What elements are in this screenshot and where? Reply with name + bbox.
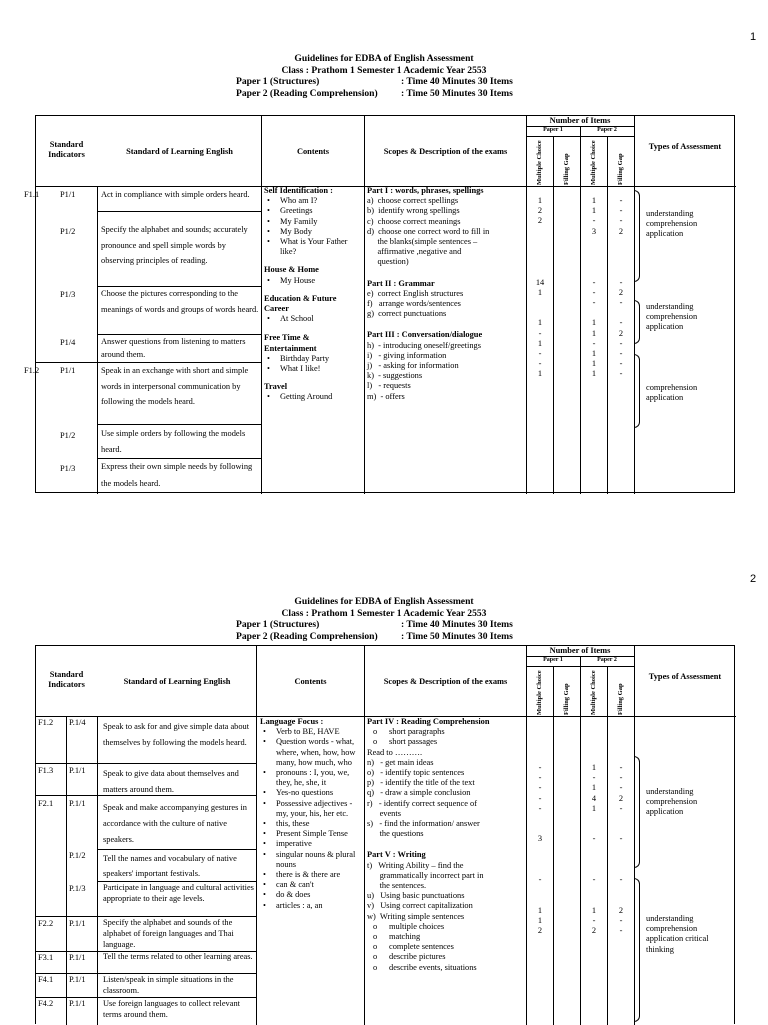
content-heading: Free Time & Entertainment (264, 333, 317, 353)
item-count: 2 (618, 287, 624, 297)
assessment-table (35, 645, 735, 1024)
learning-text: Participate in language and cultural activities appropriate to their age levels. (103, 883, 254, 903)
content-item: • imperative (260, 839, 363, 849)
item-count: 1 (537, 287, 543, 297)
scopes-cell (367, 186, 525, 402)
content-heading: Travel (264, 382, 288, 392)
scope-sublist (367, 922, 525, 973)
p-code: P.1/1 (69, 953, 86, 962)
p-code: P.1/3 (69, 884, 86, 893)
col-learning: Standard of Learning English (123, 677, 231, 686)
content-item: • Question words - what, where, when, how, how many, how much, who (260, 737, 363, 768)
learning-text: Tell the terms related to other learning areas. (103, 952, 253, 961)
item-count: 2 (618, 328, 624, 338)
item-count: - (538, 349, 542, 358)
scope-subitem: o short passages (367, 737, 525, 747)
item-count: 3 (537, 834, 543, 844)
learning-text: Act in compliance with simple orders heard. (101, 190, 250, 199)
scopes-cell (367, 717, 525, 973)
scope-part5-title: Part V : Writing (367, 850, 426, 860)
contents-cell (264, 186, 363, 403)
item-count: - (592, 916, 596, 925)
content-item: • Who am I? (264, 196, 363, 206)
contents-cell (260, 717, 363, 911)
col-contents: Contents (296, 147, 330, 156)
scope-line: affirmative ,negative and (367, 247, 462, 257)
p-code: P1/1 (60, 190, 76, 199)
item-count: - (619, 338, 623, 348)
brace (634, 300, 640, 344)
assessment-type: comprehension application (646, 383, 698, 403)
col-filling-1: Filling Gap (563, 153, 570, 185)
scope-line: j) - asking for information (367, 361, 459, 371)
item-count: - (619, 369, 623, 379)
item-count: 4 (591, 793, 597, 803)
col-multiple-2: Multiple Choice (590, 670, 597, 715)
learning-text: Use simple orders by following the models heard. (101, 429, 246, 454)
item-count: - (619, 926, 623, 936)
p-code: P.1/1 (69, 919, 86, 928)
content-heading: House & Home (264, 265, 319, 275)
scope-line: o) - identify topic sentences (367, 768, 465, 778)
brace (634, 354, 640, 428)
item-count: 1 (591, 803, 597, 813)
content-list (264, 354, 363, 374)
scope-part3-title: Part III : Conversation/dialogue (367, 330, 483, 340)
content-heading: Self Identification : (264, 186, 333, 195)
scope-line: the blanks(simple sentences – (367, 237, 478, 247)
content-item: • My Family (264, 217, 363, 227)
brace (634, 878, 640, 1022)
paper2-time: : Time 50 Minutes 30 Items (401, 87, 513, 99)
scope-line: l) - requests (367, 381, 411, 391)
paper1-time: : Time 40 Minutes 30 Items (401, 619, 513, 630)
item-count: - (619, 773, 623, 783)
brace (634, 756, 640, 868)
item-count: 1 (591, 783, 597, 793)
scope-subitem: o describe events, situations (367, 963, 525, 973)
item-count: - (538, 803, 542, 813)
paper2-label: Paper 2 (Reading Comprehension) (236, 630, 378, 642)
col-multiple-1: Multiple Choice (536, 670, 543, 715)
item-count: 1 (537, 905, 543, 915)
item-count: 1 (537, 369, 543, 379)
col-scopes: Scopes & Description of the exams (383, 147, 508, 156)
item-count: - (619, 318, 623, 328)
item-count: - (592, 277, 596, 287)
content-item: • What is Your Father like? (264, 237, 363, 257)
item-count: - (592, 875, 596, 885)
p-code: P1/4 (60, 338, 76, 347)
doc-title: Guidelines for EDBA of English Assessment (294, 53, 474, 64)
item-count: 1 (591, 328, 597, 338)
content-item: • articles : a, an (260, 901, 363, 911)
item-count: - (592, 216, 596, 226)
content-item: • My House (264, 276, 363, 286)
learning-text: Express their own simple needs by following the models heard. (101, 462, 253, 488)
content-item: • At School (264, 314, 363, 324)
content-item: • singular nouns & plural nouns (260, 850, 363, 870)
p-code: P1/3 (60, 290, 76, 299)
assessment-type: understanding comprehension application (646, 787, 698, 817)
item-count: 1 (591, 206, 597, 216)
item-count: - (619, 206, 623, 216)
p-code: P.1/1 (69, 975, 86, 984)
col-paper1: Paper 1 (543, 657, 563, 663)
scope-line: v) Using correct capitalization (367, 901, 473, 911)
class-line: Class : Prathom 1 Semester 1 Academic Year 2553 (281, 607, 487, 619)
item-count: - (619, 359, 623, 369)
col-contents: Contents (294, 677, 327, 686)
std-code: F1.3 (38, 766, 54, 775)
item-count: - (619, 196, 623, 205)
content-heading: Language Focus : (260, 717, 324, 726)
content-item: • there is & there are (260, 870, 363, 880)
content-item: • What I like! (264, 364, 363, 374)
learning-text: Specify the alphabet and sounds of the alphabet of foreign languages and Thai language. (103, 918, 234, 949)
assessment-type: understanding comprehension application critical thinking (646, 914, 709, 954)
learning-text: Speak to give data about themselves and matters around them. (103, 769, 239, 794)
scope-line: events (367, 808, 401, 818)
learning-text: Specify the alphabet and sounds; accurately pronounce and spell simple words by observing principles of reading. (101, 225, 248, 265)
p-code: P1/1 (60, 366, 76, 375)
col-scopes: Scopes & Description of the exams (383, 677, 508, 686)
std-code: F2.1 (38, 799, 54, 808)
scope-line: e) correct English structures (367, 288, 464, 298)
content-item: • Greetings (264, 206, 363, 216)
col-paper2: Paper 2 (597, 127, 617, 133)
scope-line: t) Writing Ability – find the (367, 860, 464, 870)
item-count: 2 (618, 905, 624, 915)
item-count: - (592, 298, 596, 307)
item-count: - (538, 793, 542, 803)
scope-subitem: o matching (367, 932, 525, 942)
item-count: 3 (591, 226, 597, 236)
item-count: - (592, 773, 596, 783)
content-item: • this, these (260, 819, 363, 829)
item-count: 14 (535, 277, 545, 287)
content-item: • Verb to BE, HAVE (260, 727, 363, 737)
scope-line: the questions (367, 829, 424, 839)
col-types: Types of Assessment (648, 672, 722, 681)
content-item: • can & can't (260, 880, 363, 890)
class-line: Class : Prathom 1 Semester 1 Academic Year 2553 (281, 64, 487, 76)
scope-line: r) - identify correct sequence of (367, 798, 477, 808)
scope-line: f) arrange words/sentences (367, 299, 461, 309)
doc-title: Guidelines for EDBA of English Assessment (294, 596, 474, 607)
scope-line: b) identify wrong spellings (367, 206, 460, 216)
item-count: - (592, 287, 596, 297)
brace (634, 190, 640, 282)
assessment-type: understanding comprehension application (646, 209, 698, 239)
item-count: 1 (591, 349, 597, 358)
item-count: - (538, 763, 542, 772)
item-count: - (619, 875, 623, 885)
learning-text: Speak in an exchange with short and simple words in interpersonal communication by following the models heard. (101, 366, 249, 406)
scope-line: n) - get main ideas (367, 757, 434, 767)
col-number-items: Number of Items (549, 646, 611, 655)
item-count: 1 (591, 763, 597, 772)
assessment-table (24, 115, 735, 493)
col-types: Types of Assessment (648, 142, 722, 151)
item-count: - (592, 834, 596, 844)
scope-line: i) - giving information (367, 350, 447, 360)
scope-line: c) choose correct meanings (367, 216, 461, 226)
std-code: F2.2 (38, 919, 54, 928)
assessment-type: understanding comprehension application (646, 302, 698, 332)
item-count: 1 (591, 318, 597, 328)
content-list (264, 314, 363, 324)
scope-subitem: o describe pictures (367, 952, 525, 962)
content-list (264, 196, 363, 257)
scope-line: w) Writing simple sentences (367, 911, 465, 921)
col-paper1: Paper 1 (543, 127, 563, 133)
learning-text: Choose the pictures corresponding to the meanings of words and groups of words heard. (101, 289, 259, 314)
page-header (0, 596, 768, 642)
item-count: - (592, 338, 596, 348)
scope-line: h) - introducing oneself/greetings (367, 340, 481, 350)
item-count: 1 (537, 318, 543, 328)
col-filling-2: Filling Gap (617, 683, 624, 715)
content-list (264, 276, 363, 286)
learning-text: Listen/speak in simple situations in the classroom. (103, 975, 234, 995)
scope-line: m) - offers (367, 391, 405, 401)
col-standard-indicators: Standard Indicators (48, 140, 85, 160)
paper1-time: : Time 40 Minutes 30 Items (401, 76, 513, 87)
paper1-label: Paper 1 (Structures) (236, 76, 320, 87)
std-f11: F1.1 (24, 190, 40, 199)
item-count: 1 (537, 338, 543, 348)
col-multiple-1: Multiple Choice (536, 140, 543, 185)
learning-text: Speak and make accompanying gestures in accordance with the culture of native speakers. (103, 803, 247, 844)
item-count: - (619, 803, 623, 813)
item-count: - (619, 763, 623, 772)
col-standard-indicators: Standard Indicators (48, 670, 85, 690)
std-code: F4.2 (38, 999, 54, 1008)
content-heading: Education & Future Career (264, 293, 337, 314)
item-count: 2 (618, 793, 624, 803)
item-count: 1 (591, 369, 597, 379)
scope-line: g) correct punctuations (367, 309, 447, 319)
content-item: • pronouns : I, you, we, they, he, she, it (260, 768, 363, 788)
scope-line: grammatically incorrect part in (367, 870, 484, 880)
item-count: - (538, 328, 542, 338)
scope-sublist (367, 727, 525, 747)
col-paper2: Paper 2 (597, 657, 617, 663)
item-count: - (619, 916, 623, 925)
learning-text: Use foreign languages to collect relevant terms around them. (103, 999, 240, 1019)
item-count: - (538, 773, 542, 783)
page-number: 2 (750, 573, 757, 585)
col-filling-1: Filling Gap (563, 683, 570, 715)
item-count: 2 (537, 206, 543, 216)
item-count: - (619, 216, 623, 226)
content-item: • My Body (264, 227, 363, 237)
item-count: 2 (537, 216, 543, 226)
page-header (0, 53, 768, 99)
content-list (260, 727, 363, 911)
item-count: 1 (591, 359, 597, 369)
scope-line: question) (367, 257, 409, 267)
content-item: • Birthday Party (264, 354, 363, 364)
item-count: 1 (537, 916, 543, 925)
item-count: 1 (591, 196, 597, 205)
item-count: - (619, 298, 623, 307)
item-count: 2 (618, 226, 624, 236)
scope-line: a) choose correct spellings (367, 196, 459, 206)
item-count: - (538, 359, 542, 369)
content-list (264, 392, 363, 402)
p-code: P1/3 (60, 464, 76, 473)
col-number-items: Number of Items (549, 116, 611, 125)
learning-text: Tell the names and vocabulary of native speakers' important festivals. (103, 854, 237, 878)
scope-line: p) - identify the title of the text (367, 778, 475, 788)
scope-line: q) - draw a simple conclusion (367, 788, 471, 798)
scope-line: k) - suggestions (367, 371, 423, 381)
item-count: - (538, 875, 542, 885)
scope-part2-title: Part II : Grammar (367, 278, 435, 288)
std-code: F4.1 (38, 975, 54, 984)
item-count: - (619, 834, 623, 844)
content-item: • Yes-no questions (260, 788, 363, 798)
item-count: - (538, 783, 542, 793)
page-number: 1 (750, 31, 757, 43)
p-code: P1/2 (60, 227, 76, 236)
item-count: 1 (591, 905, 597, 915)
col-multiple-2: Multiple Choice (590, 140, 597, 185)
paper2-label: Paper 2 (Reading Comprehension) (236, 87, 378, 99)
scope-line: u) Using basic punctuations (367, 891, 465, 901)
content-item: • do & does (260, 890, 363, 900)
item-count: 2 (537, 926, 543, 936)
col-filling-2: Filling Gap (617, 153, 624, 185)
p-code: P.1/1 (69, 799, 86, 808)
item-count: 1 (537, 196, 543, 205)
std-code: F1.2 (38, 718, 54, 727)
scope-line: s) - find the information/ answer (367, 819, 480, 829)
scope-line: d) choose one correct word to fill in (367, 226, 490, 236)
std-code: F3.1 (38, 953, 54, 962)
learning-text: Answer questions from listening to matters around them. (101, 337, 246, 359)
p-code: P.1/1 (69, 999, 86, 1008)
std-f12: F1.2 (24, 366, 40, 375)
content-item: • Present Simple Tense (260, 829, 363, 839)
item-count: - (619, 783, 623, 793)
col-learning: Standard of Learning English (126, 147, 233, 156)
scope-part4-title: Part IV : Reading Comprehension (367, 717, 490, 726)
item-count: 2 (591, 926, 597, 936)
scope-read-to: Read to ………. (367, 747, 423, 757)
p-code: P.1/1 (69, 766, 86, 775)
p-code: P1/2 (60, 431, 76, 440)
scope-line: the sentences. (367, 881, 427, 891)
scope-part1-title: Part I : words, phrases, spellings (367, 186, 484, 195)
scope-subitem: o multiple choices (367, 922, 525, 932)
item-count: - (619, 349, 623, 358)
learning-text: Speak to ask for and give simple data about themselves by following the models heard. (103, 722, 250, 747)
scope-subitem: o short paragraphs (367, 727, 525, 737)
paper2-time: : Time 50 Minutes 30 Items (401, 630, 513, 642)
paper1-label: Paper 1 (Structures) (236, 619, 320, 630)
p-code: P.1/2 (69, 851, 86, 860)
p-code: P.1/4 (69, 718, 86, 727)
content-item: • Possessive adjectives - my, your, his, her etc. (260, 799, 363, 819)
content-item: • Getting Around (264, 392, 363, 402)
scope-subitem: o complete sentences (367, 942, 525, 952)
item-count: - (619, 277, 623, 287)
